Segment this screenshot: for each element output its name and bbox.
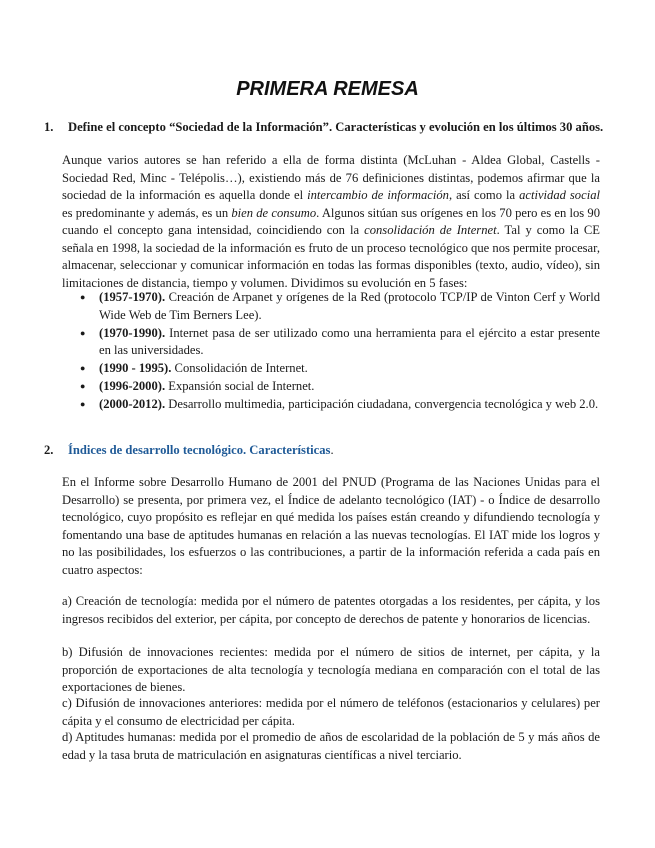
body-text: . Tal y como la CE señala en 1998, la sociedad de la información es fruto de un proceso tecnológico que nos permite procesar, almacenar, seleccionar y comunicar información en todas las formas disponibles (texto, audio, vídeo), sin limitaciones de distancia, tiempo y volumen. Dividimos su evolución en 5 fases: (62, 223, 600, 290)
list-item (62, 360, 600, 378)
emphasis-text: intercambio de información (307, 188, 449, 202)
question-2-heading (44, 442, 604, 460)
phase-period: (2000-2012). (99, 397, 166, 411)
question-1-number: 1. (44, 120, 54, 134)
emphasis-text: actividad social (519, 188, 600, 202)
question-2-intro: En el Informe sobre Desarrollo Humano de 2001 del PNUD (Programa de las Naciones Unidas para el Desarrollo) se presenta, por primera vez, el Índice de adelanto tecnológico (IAT) - o Índice de desarrollo tecnológico, cuyo propósito es reflejar en qué medida los países están creando y difundiendo tecnología y fomentando una base de aptitudes humanas en relación a las nuevas tecnologías. El IAT mide los logros y no las posibilidades, los esfuerzos o las contribuciones, a partir de la información referida a cada país en cuatro aspectos: (62, 475, 600, 577)
body-text: Aunque varios autores se han referido a ella de forma distinta (McLuhan - Aldea Global, Castells - Sociedad Red, Minc - Telépolis…), existiendo más de 76 definiciones distintas, podemos afirmar que la sociedad de la información es aquella donde el (62, 153, 600, 202)
phase-text: Expansión social de Internet. (165, 379, 315, 393)
phase-period: (1990 - 1995). (99, 361, 172, 375)
aspect-paragraph: a) Creación de tecnología: medida por el número de patentes otorgadas a los residentes, per cápita, y los ingresos recibidos del exterior, per cápita, por concepto de derechos de patente y honorarios de licencias. (62, 594, 600, 626)
page-title: PRIMERA REMESA (236, 78, 419, 100)
phase-text: Desarrollo multimedia, participación ciudadana, convergencia tecnológica y web 2.0. (165, 397, 599, 411)
aspect-paragraph: c) Difusión de innovaciones anteriores: medida por el número de teléfonos (estacionarios y celulares) per cápita y el consumo de electricidad per cápita. (62, 696, 600, 728)
question-2-number: 2. (44, 443, 54, 457)
body-text: . Algunos sitúan sus orígenes en los 70 pero es en los 90 cuando el concepto gana intensidad, coincidiendo con la (62, 205, 601, 237)
phase-period: (1970-1990). (99, 325, 166, 340)
emphasis-text: bien de consumo (231, 205, 317, 220)
phase-text: Creación de Arpanet y orígenes de la Red (protocolo TCP/IP de Vinton Cerf y World Wide Web de Tim Berners Lee). (99, 290, 600, 322)
aspect-paragraph: d) Aptitudes humanas: medida por el promedio de años de escolaridad de la población de 5 y más años de edad y la tasa bruta de matriculación en asignaturas científicas a nivel terciario. (62, 730, 600, 762)
list-item (62, 396, 600, 414)
question-1-heading-text: Define el concepto “Sociedad de la Información”. Características y evolución en los últimos 30 años. (68, 120, 604, 134)
aspect-paragraph: b) Difusión de innovaciones recientes: medida por el número de sitios de internet, per cápita, y la proporción de exportaciones de alta tecnología y tecnología mediana en comparación con el total de las exportaciones de bienes. (62, 645, 600, 694)
list-item (62, 325, 600, 360)
question-1-heading (44, 119, 604, 137)
question-1-body (62, 152, 600, 292)
body-text: , así como la (448, 188, 520, 202)
phase-period: (1957-1970). (99, 290, 166, 304)
question-2-heading-text: Índices de desarrollo tecnológico. Características (68, 443, 331, 457)
phase-text: Consolidación de Internet. (171, 361, 308, 375)
emphasis-text: consolidación de Internet (364, 223, 497, 237)
phase-period: (1996-2000). (99, 379, 166, 393)
phase-text: Internet pasa de ser utilizado como una herramienta para el ejército a estar presente en las universidades. (99, 325, 600, 357)
evolution-phases-list (62, 289, 600, 414)
list-item (62, 289, 600, 324)
list-item (62, 378, 600, 396)
heading-period: . (330, 443, 334, 457)
body-text: es predominante y además, es un (62, 205, 232, 220)
